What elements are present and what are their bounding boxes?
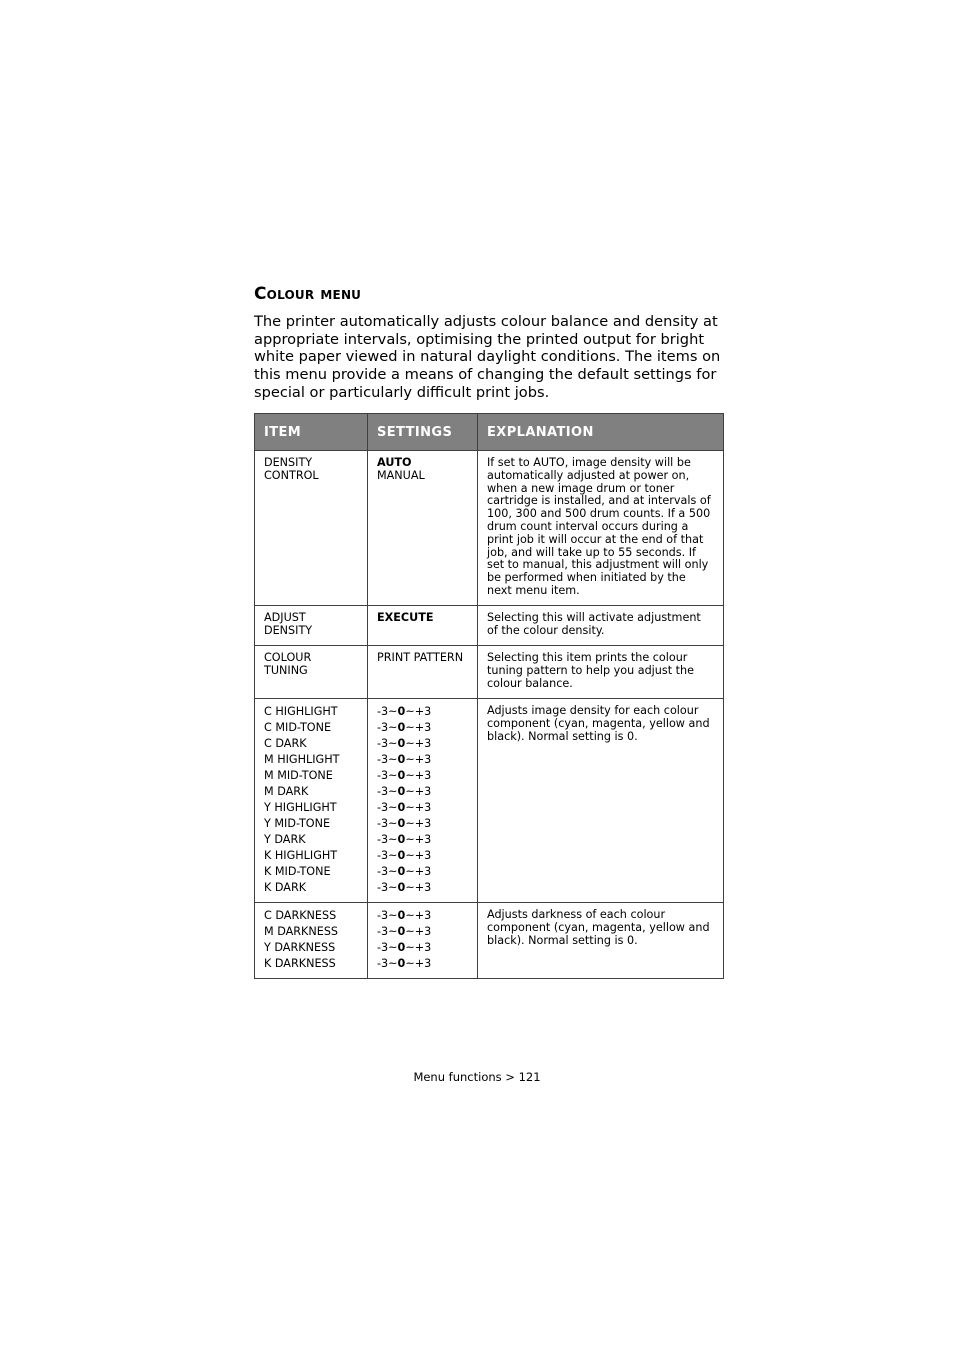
item-label: DENSITY — [264, 456, 313, 469]
setting-range — [377, 864, 468, 880]
range-default: 0 — [397, 753, 406, 766]
range-min: -3~ — [377, 925, 398, 938]
item-label: C HIGHLIGHT — [264, 705, 338, 718]
page-footer: Menu functions > 121 — [413, 1070, 541, 1084]
setting-range — [377, 784, 468, 800]
header-settings: SETTINGS — [368, 414, 478, 451]
explanation-text: Selecting this item prints the colour tuning pattern to help you adjust the colour balance. — [487, 651, 695, 690]
item-label: M DARKNESS — [264, 925, 339, 938]
range-max: ~+3 — [405, 849, 432, 862]
setting-option: MANUAL — [377, 468, 425, 482]
explanation-cell — [478, 646, 724, 699]
range-max: ~+3 — [405, 801, 432, 814]
range-max: ~+3 — [405, 865, 432, 878]
range-default: 0 — [397, 817, 406, 830]
item-cell — [255, 451, 368, 606]
range-max: ~+3 — [405, 785, 432, 798]
range-default: 0 — [397, 849, 406, 862]
settings-cell — [368, 606, 478, 646]
range-max: ~+3 — [405, 941, 432, 954]
setting-range — [377, 704, 468, 720]
range-min: -3~ — [377, 881, 398, 894]
setting-range — [377, 768, 468, 784]
explanation-cell — [478, 606, 724, 646]
setting-option: AUTO — [377, 456, 412, 469]
range-max: ~+3 — [405, 817, 432, 830]
range-max: ~+3 — [405, 833, 432, 846]
range-max: ~+3 — [405, 721, 432, 734]
range-min: -3~ — [377, 753, 398, 766]
setting-range — [377, 816, 468, 832]
range-default: 0 — [397, 925, 406, 938]
range-max: ~+3 — [405, 705, 432, 718]
item-cell — [255, 699, 368, 903]
setting-range — [377, 924, 468, 940]
item-label: Y DARKNESS — [264, 941, 336, 954]
table-row — [255, 646, 724, 699]
range-default: 0 — [397, 769, 406, 782]
explanation-text: Adjusts image density for each colour component (cyan, magenta, yellow and black). Normal setting is 0. — [487, 704, 710, 743]
item-label: DENSITY — [264, 623, 313, 637]
setting-range — [377, 720, 468, 736]
explanation-text: Adjusts darkness of each colour component (cyan, magenta, yellow and black). Normal setting is 0. — [487, 908, 710, 947]
item-cell — [255, 903, 368, 979]
item-cell — [255, 606, 368, 646]
setting-range — [377, 848, 468, 864]
item-label: TUNING — [264, 663, 308, 677]
item-label: COLOUR — [264, 651, 312, 664]
item-label: C MID-TONE — [264, 721, 332, 734]
setting-range — [377, 736, 468, 752]
item-label: Y MID-TONE — [264, 817, 331, 830]
section-heading: Colour menu — [254, 284, 362, 304]
item-label: C DARKNESS — [264, 909, 337, 922]
range-default: 0 — [397, 957, 406, 970]
table-row — [255, 606, 724, 646]
range-min: -3~ — [377, 801, 398, 814]
range-max: ~+3 — [405, 737, 432, 750]
range-min: -3~ — [377, 941, 398, 954]
range-min: -3~ — [377, 909, 398, 922]
setting-range — [377, 956, 468, 972]
item-label: K DARK — [264, 881, 307, 894]
explanation-text: If set to AUTO, image density will be automatically adjusted at power on, when a new image drum or toner cartridge is installed, and at intervals of 100, 300 and 500 drum counts. If a 500 drum count interval occurs during a print job it will occur at the end of that job, and will take up to 55 seconds. If set to manual, this adjustment will only be performed when initiated by the next menu item. — [487, 456, 711, 597]
setting-range — [377, 880, 468, 896]
range-min: -3~ — [377, 721, 398, 734]
item-label: Y HIGHLIGHT — [264, 801, 337, 814]
range-default: 0 — [397, 785, 406, 798]
explanation-cell — [478, 451, 724, 606]
range-default: 0 — [397, 941, 406, 954]
item-label: CONTROL — [264, 468, 319, 482]
setting-range — [377, 832, 468, 848]
range-min: -3~ — [377, 785, 398, 798]
table-row — [255, 903, 724, 979]
range-max: ~+3 — [405, 753, 432, 766]
item-label: M DARK — [264, 785, 309, 798]
range-min: -3~ — [377, 957, 398, 970]
colour-menu-table — [254, 413, 724, 979]
setting-range — [377, 908, 468, 924]
intro-paragraph: The printer automatically adjusts colour balance and density at appropriate intervals, optimising the printed output for bright white paper viewed in natural daylight conditions. The items on this menu provide a means of changing the default settings for special or particularly difficult print jobs. — [254, 313, 721, 401]
range-max: ~+3 — [405, 925, 432, 938]
explanation-cell — [478, 699, 724, 903]
item-cell — [255, 646, 368, 699]
range-min: -3~ — [377, 817, 398, 830]
header-explanation: EXPLANATION — [478, 414, 724, 451]
explanation-text: Selecting this will activate adjustment of the colour density. — [487, 611, 701, 637]
range-max: ~+3 — [405, 957, 432, 970]
range-min: -3~ — [377, 737, 398, 750]
range-min: -3~ — [377, 849, 398, 862]
range-default: 0 — [397, 865, 406, 878]
settings-cell — [368, 646, 478, 699]
setting-range — [377, 800, 468, 816]
range-min: -3~ — [377, 769, 398, 782]
range-min: -3~ — [377, 705, 398, 718]
range-max: ~+3 — [405, 881, 432, 894]
item-label: M MID-TONE — [264, 769, 333, 782]
range-default: 0 — [397, 833, 406, 846]
item-label: K DARKNESS — [264, 957, 336, 970]
item-label: ADJUST — [264, 611, 306, 624]
explanation-cell — [478, 903, 724, 979]
settings-cell — [368, 699, 478, 903]
item-label: Y DARK — [264, 833, 306, 846]
range-max: ~+3 — [405, 769, 432, 782]
header-item: ITEM — [255, 414, 368, 451]
range-min: -3~ — [377, 865, 398, 878]
range-default: 0 — [397, 801, 406, 814]
item-label: K HIGHLIGHT — [264, 849, 338, 862]
setting-option: PRINT PATTERN — [377, 651, 464, 664]
setting-range — [377, 752, 468, 768]
table-header-row — [255, 414, 724, 451]
range-default: 0 — [397, 737, 406, 750]
range-max: ~+3 — [405, 909, 432, 922]
range-min: -3~ — [377, 833, 398, 846]
setting-option: EXECUTE — [377, 611, 434, 624]
range-default: 0 — [397, 705, 406, 718]
settings-cell — [368, 451, 478, 606]
range-default: 0 — [397, 721, 406, 734]
item-label: K MID-TONE — [264, 865, 331, 878]
settings-cell — [368, 903, 478, 979]
range-default: 0 — [397, 881, 406, 894]
item-label: M HIGHLIGHT — [264, 753, 340, 766]
range-default: 0 — [397, 909, 406, 922]
table-row — [255, 451, 724, 606]
table-row — [255, 699, 724, 903]
item-label: C DARK — [264, 737, 307, 750]
setting-range — [377, 940, 468, 956]
